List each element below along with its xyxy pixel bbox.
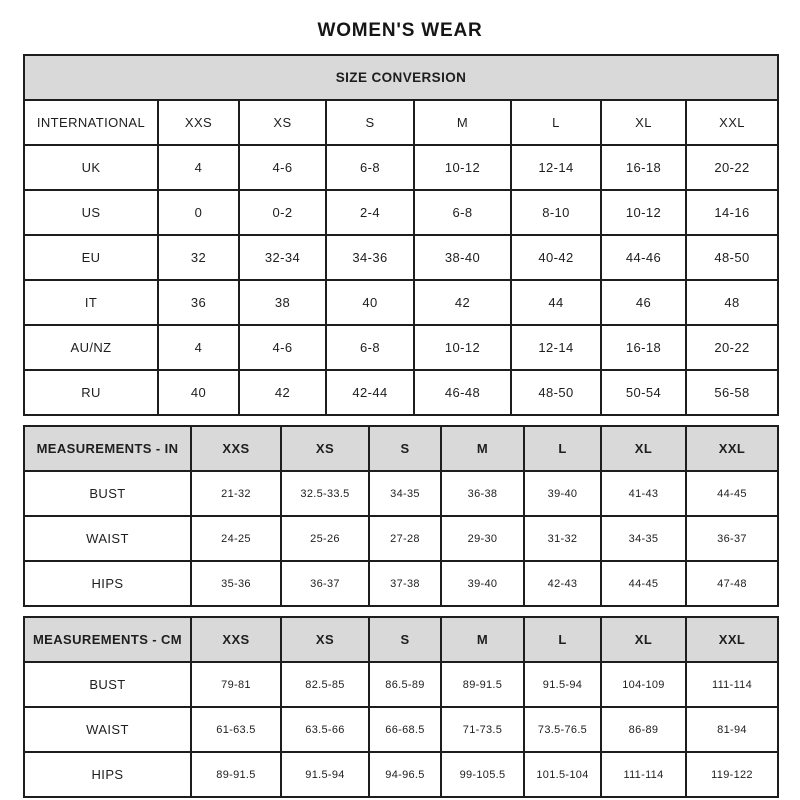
size-cell: 10-12 — [414, 145, 511, 190]
measurements-cm-title: MEASUREMENTS - CM — [24, 617, 191, 662]
measure-cell: 111-114 — [686, 662, 778, 707]
size-conversion-title: SIZE CONVERSION — [24, 55, 778, 100]
row-label: HIPS — [24, 752, 191, 797]
column-header-xxs: XXS — [191, 617, 281, 662]
size-cell: 46-48 — [414, 370, 511, 415]
measure-cell: 101.5-104 — [524, 752, 601, 797]
measure-cell: 79-81 — [191, 662, 281, 707]
column-header-xs: XS — [281, 617, 369, 662]
measure-cell: 37-38 — [369, 561, 441, 606]
measure-cell: 61-63.5 — [191, 707, 281, 752]
size-conversion-columns-row — [24, 100, 778, 145]
row-label: WAIST — [24, 707, 191, 752]
size-cell: 6-8 — [326, 145, 414, 190]
size-cell: 6-8 — [326, 325, 414, 370]
size-conversion-table — [23, 54, 779, 416]
measure-cell: 27-28 — [369, 516, 441, 561]
measure-cell: 94-96.5 — [369, 752, 441, 797]
row-label: BUST — [24, 662, 191, 707]
row-label: US — [24, 190, 158, 235]
column-header-m: M — [441, 426, 524, 471]
size-cell: 32-34 — [239, 235, 326, 280]
column-header-s: S — [369, 426, 441, 471]
row-label: RU — [24, 370, 158, 415]
measure-cell: 24-25 — [191, 516, 281, 561]
size-cell: 44 — [511, 280, 601, 325]
measure-cell: 44-45 — [601, 561, 686, 606]
table-row-hips-cm — [24, 752, 778, 797]
measure-cell: 119-122 — [686, 752, 778, 797]
table-row-aunz — [24, 325, 778, 370]
column-header-xl: XL — [601, 426, 686, 471]
measurements-in-title: MEASUREMENTS - IN — [24, 426, 191, 471]
size-cell: 46 — [601, 280, 686, 325]
size-cell: 16-18 — [601, 325, 686, 370]
column-header-s: S — [326, 100, 414, 145]
column-header-l: L — [524, 426, 601, 471]
size-cell: 16-18 — [601, 145, 686, 190]
size-cell: 20-22 — [686, 325, 778, 370]
size-cell: 0-2 — [239, 190, 326, 235]
table-row-bust-cm — [24, 662, 778, 707]
measure-cell: 39-40 — [441, 561, 524, 606]
size-cell: 12-14 — [511, 145, 601, 190]
size-cell: 14-16 — [686, 190, 778, 235]
size-cell: 44-46 — [601, 235, 686, 280]
column-header-xl: XL — [601, 100, 686, 145]
size-cell: 8-10 — [511, 190, 601, 235]
column-header-l: L — [524, 617, 601, 662]
size-cell: 42 — [239, 370, 326, 415]
column-header-m: M — [441, 617, 524, 662]
column-header-xs: XS — [281, 426, 369, 471]
measurements-cm-header-row — [24, 617, 778, 662]
size-cell: 42-44 — [326, 370, 414, 415]
size-cell: 4 — [158, 325, 239, 370]
row-label: WAIST — [24, 516, 191, 561]
row-label: BUST — [24, 471, 191, 516]
table-row-bust-in — [24, 471, 778, 516]
row-label: AU/NZ — [24, 325, 158, 370]
measure-cell: 73.5-76.5 — [524, 707, 601, 752]
measure-cell: 91.5-94 — [524, 662, 601, 707]
table-row-us — [24, 190, 778, 235]
measure-cell: 29-30 — [441, 516, 524, 561]
measure-cell: 86.5-89 — [369, 662, 441, 707]
size-cell: 40-42 — [511, 235, 601, 280]
measure-cell: 36-38 — [441, 471, 524, 516]
size-cell: 4-6 — [239, 325, 326, 370]
column-header-xxl: XXL — [686, 617, 778, 662]
table-row-waist-cm — [24, 707, 778, 752]
size-cell: 34-36 — [326, 235, 414, 280]
measure-cell: 86-89 — [601, 707, 686, 752]
size-cell: 48 — [686, 280, 778, 325]
size-cell: 32 — [158, 235, 239, 280]
size-cell: 6-8 — [414, 190, 511, 235]
size-cell: 42 — [414, 280, 511, 325]
measure-cell: 71-73.5 — [441, 707, 524, 752]
size-cell: 4 — [158, 145, 239, 190]
column-header-xxl: XXL — [686, 100, 778, 145]
column-header-international: INTERNATIONAL — [24, 100, 158, 145]
size-cell: 40 — [326, 280, 414, 325]
measure-cell: 35-36 — [191, 561, 281, 606]
size-cell: 0 — [158, 190, 239, 235]
size-cell: 48-50 — [686, 235, 778, 280]
measure-cell: 111-114 — [601, 752, 686, 797]
page-title: WOMEN'S WEAR — [317, 20, 483, 41]
column-header-xxs: XXS — [191, 426, 281, 471]
size-cell: 2-4 — [326, 190, 414, 235]
column-header-xxl: XXL — [686, 426, 778, 471]
column-header-xxs: XXS — [158, 100, 239, 145]
size-cell: 48-50 — [511, 370, 601, 415]
size-conversion-title-row — [24, 55, 778, 100]
column-header-s: S — [369, 617, 441, 662]
measure-cell: 63.5-66 — [281, 707, 369, 752]
table-row-it — [24, 280, 778, 325]
size-cell: 56-58 — [686, 370, 778, 415]
size-cell: 38 — [239, 280, 326, 325]
table-row-ru — [24, 370, 778, 415]
column-header-xs: XS — [239, 100, 326, 145]
measure-cell: 44-45 — [686, 471, 778, 516]
measure-cell: 66-68.5 — [369, 707, 441, 752]
measure-cell: 36-37 — [281, 561, 369, 606]
table-row-waist-in — [24, 516, 778, 561]
measure-cell: 82.5-85 — [281, 662, 369, 707]
size-cell: 4-6 — [239, 145, 326, 190]
row-label: IT — [24, 280, 158, 325]
row-label: UK — [24, 145, 158, 190]
table-row-eu — [24, 235, 778, 280]
size-cell: 10-12 — [414, 325, 511, 370]
measure-cell: 81-94 — [686, 707, 778, 752]
measure-cell: 104-109 — [601, 662, 686, 707]
measure-cell: 25-26 — [281, 516, 369, 561]
row-label: EU — [24, 235, 158, 280]
measure-cell: 42-43 — [524, 561, 601, 606]
measure-cell: 89-91.5 — [441, 662, 524, 707]
size-cell: 10-12 — [601, 190, 686, 235]
measure-cell: 47-48 — [686, 561, 778, 606]
measure-cell: 41-43 — [601, 471, 686, 516]
table-row-hips-in — [24, 561, 778, 606]
column-header-xl: XL — [601, 617, 686, 662]
measure-cell: 32.5-33.5 — [281, 471, 369, 516]
measure-cell: 39-40 — [524, 471, 601, 516]
size-cell: 50-54 — [601, 370, 686, 415]
measure-cell: 34-35 — [369, 471, 441, 516]
measure-cell: 99-105.5 — [441, 752, 524, 797]
measure-cell: 36-37 — [686, 516, 778, 561]
measurements-in-table — [23, 425, 779, 607]
size-cell: 40 — [158, 370, 239, 415]
measure-cell: 89-91.5 — [191, 752, 281, 797]
measurements-cm-table — [23, 616, 779, 798]
column-header-m: M — [414, 100, 511, 145]
measure-cell: 21-32 — [191, 471, 281, 516]
measure-cell: 31-32 — [524, 516, 601, 561]
column-header-l: L — [511, 100, 601, 145]
row-label: HIPS — [24, 561, 191, 606]
measure-cell: 91.5-94 — [281, 752, 369, 797]
size-cell: 12-14 — [511, 325, 601, 370]
size-cell: 20-22 — [686, 145, 778, 190]
measure-cell: 34-35 — [601, 516, 686, 561]
measurements-in-header-row — [24, 426, 778, 471]
size-cell: 38-40 — [414, 235, 511, 280]
table-row-uk — [24, 145, 778, 190]
size-cell: 36 — [158, 280, 239, 325]
